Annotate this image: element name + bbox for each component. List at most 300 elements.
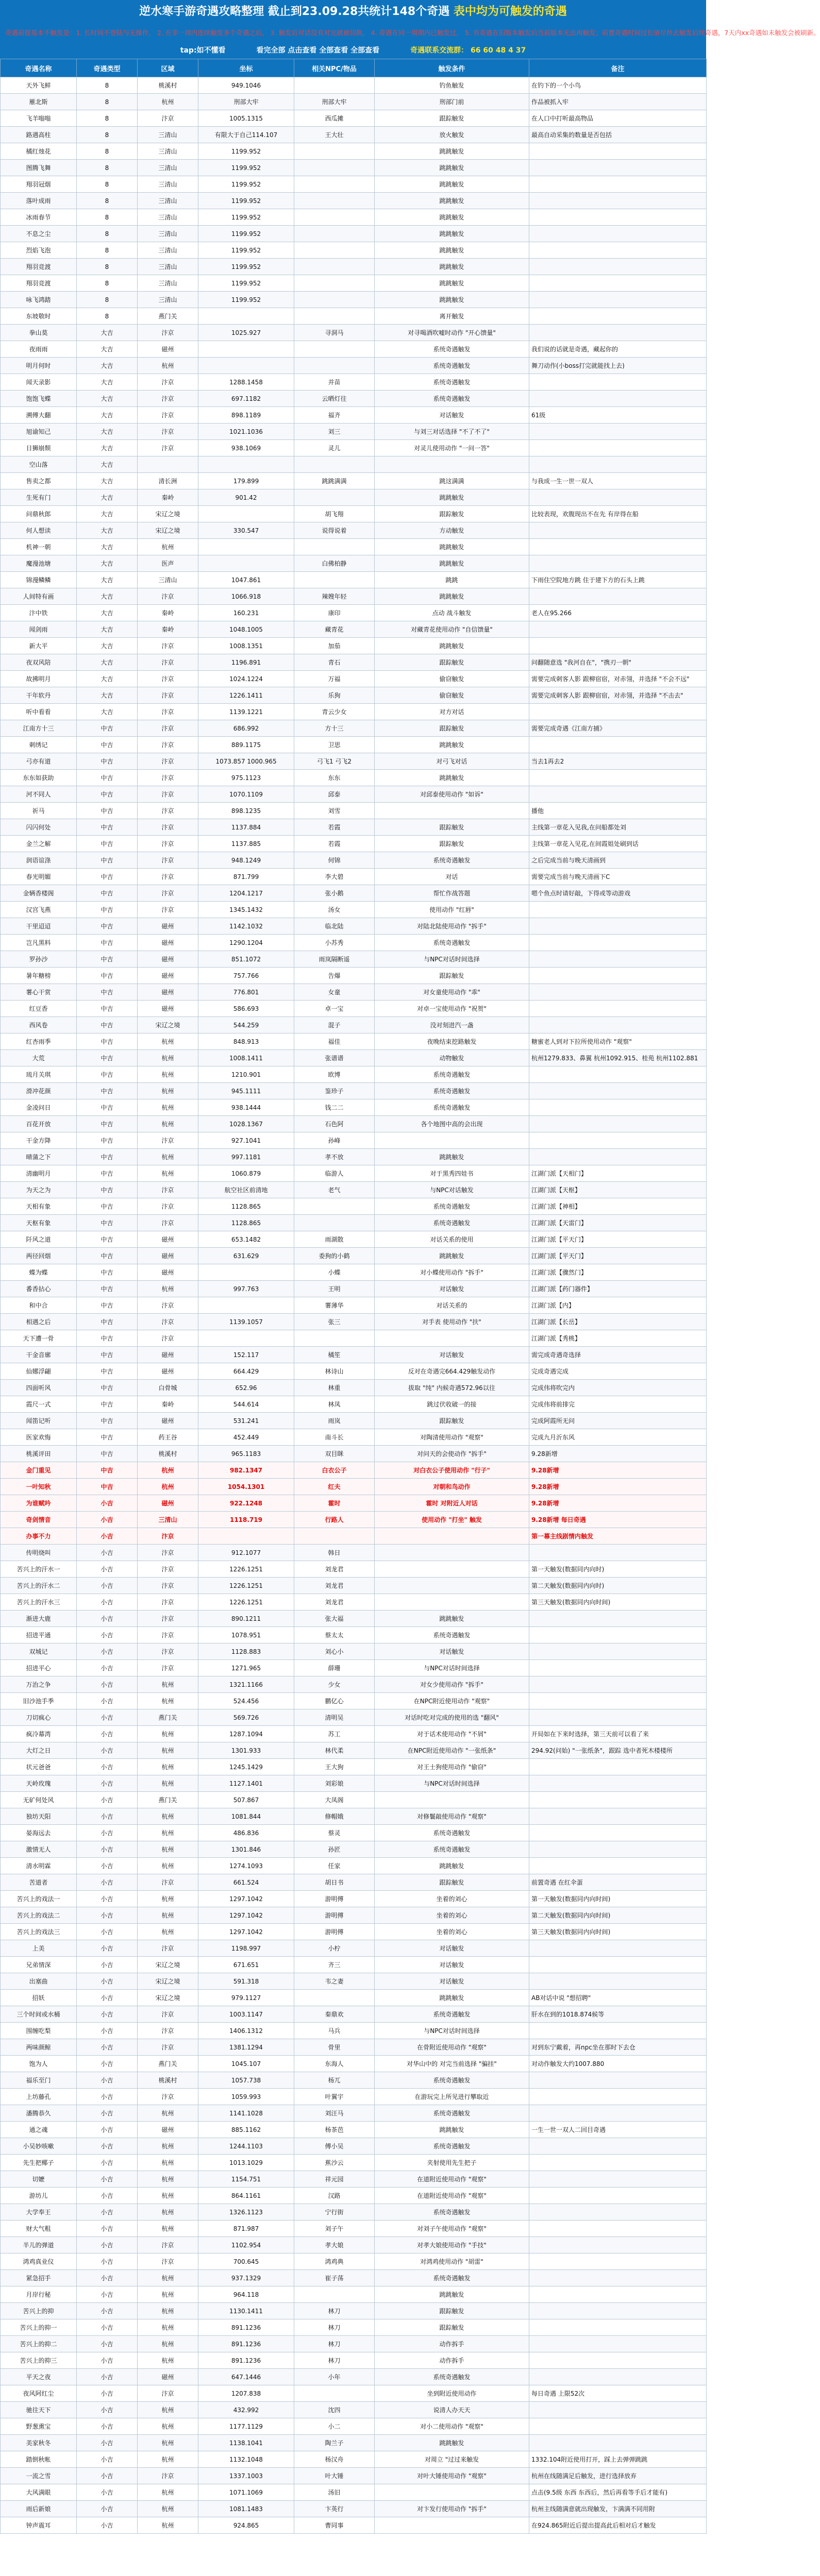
table-cell: 小吉 <box>77 1792 138 1808</box>
table-cell <box>529 1001 707 1017</box>
table-cell: 对周立 "过过来触发 <box>375 2451 529 2468</box>
table-cell <box>529 2237 707 2253</box>
table-cell: 跳跳触发 <box>375 275 529 292</box>
table-cell: 汴京 <box>138 1874 198 1891</box>
table-cell: 杭州 <box>138 1742 198 1759</box>
table-cell: 汴京 <box>138 885 198 902</box>
table-cell <box>294 259 375 275</box>
table-cell: 汴京 <box>138 2385 198 2402</box>
table-cell: 明月何时 <box>1 358 77 374</box>
table-cell: 9.28新增 <box>529 1495 707 1512</box>
table-cell: 跳跳触发 <box>375 2286 529 2303</box>
table-cell: 委狗的小鹤 <box>294 1248 375 1264</box>
table-cell: 对华山中的 对完当前选择 "骗挂" <box>375 2056 529 2072</box>
table-cell: 1059.993 <box>198 2089 294 2105</box>
table-cell: 1048.1005 <box>198 621 294 638</box>
table-row <box>1 2369 707 2385</box>
table-cell: 中吉 <box>77 902 138 918</box>
table-cell <box>529 1132 707 1149</box>
table-cell: 924.865 <box>198 2517 294 2534</box>
table-cell: 汴京 <box>138 1330 198 1347</box>
table-cell: 苦兴上的汗水一 <box>1 1561 77 1578</box>
table-cell: 杭州 <box>138 1099 198 1116</box>
table-cell: 蕉沙云 <box>294 2155 375 2171</box>
table-row <box>1 226 707 242</box>
table-cell: 拳山莫 <box>1 325 77 341</box>
table-cell: 东海人 <box>294 2056 375 2072</box>
table-cell <box>529 935 707 951</box>
table-cell <box>529 1611 707 1627</box>
table-cell: 小吉 <box>77 1973 138 1990</box>
table-cell: 西风卷 <box>1 1017 77 1033</box>
table-cell: 小吉 <box>77 2402 138 2418</box>
table-cell: 小吉 <box>77 2352 138 2369</box>
table-cell: 刘彩娘 <box>294 1775 375 1792</box>
table-cell: 江南方十三 <box>1 720 77 737</box>
table-row <box>1 1050 707 1066</box>
table-cell: 江湖门派【天相门】 <box>529 1165 707 1182</box>
table-row <box>1 77 707 94</box>
table-cell: 大风满眼 <box>1 2484 77 2501</box>
table-cell: 前置奇遇 在红伞蛋 <box>529 1874 707 1891</box>
table-cell <box>529 1775 707 1792</box>
table-cell: 小吉 <box>77 2369 138 2385</box>
table-cell: 跳过伏收破一的接 <box>375 1396 529 1413</box>
table-cell: 三清山 <box>138 1512 198 1528</box>
table-row <box>1 1132 707 1149</box>
table-cell: 天相有象 <box>1 1198 77 1215</box>
table-cell: 坐到附近使用动作 <box>375 2385 529 2402</box>
table-row <box>1 1726 707 1742</box>
table-cell <box>529 1693 707 1709</box>
table-cell: 小柠 <box>294 1940 375 1957</box>
table-cell: 对白衣公子使用动作 "行子" <box>375 1462 529 1479</box>
table-cell: 没对刻进汽一盏 <box>375 1017 529 1033</box>
table-cell: 小吉 <box>77 2468 138 2484</box>
table-cell: 大吉 <box>77 572 138 588</box>
table-cell: 1199.952 <box>198 160 294 176</box>
table-cell: 跳跳触发 <box>375 259 529 275</box>
table-row <box>1 2336 707 2352</box>
table-cell: 中吉 <box>77 1264 138 1281</box>
table-cell: 林凤 <box>294 1396 375 1413</box>
table-cell: 琉月关琪 <box>1 1066 77 1083</box>
table-cell: 紧急招手 <box>1 2270 77 2286</box>
table-cell: 1028.1367 <box>198 1116 294 1132</box>
table-cell: 薯心干赏 <box>1 984 77 1001</box>
table-cell: 落叶成雨 <box>1 193 77 209</box>
table-cell: 汴京 <box>138 110 198 127</box>
table-cell: 1297.1042 <box>198 1924 294 1940</box>
table-cell: 8 <box>77 209 138 226</box>
table-cell: 跳跳触发 <box>375 555 529 572</box>
table-cell: 653.1482 <box>198 1231 294 1248</box>
table-cell: 钓鱼触发 <box>375 77 529 94</box>
table-cell: 1070.1109 <box>198 786 294 803</box>
table-cell: 大吉 <box>77 391 138 407</box>
table-cell: 磁州 <box>138 968 198 984</box>
table-cell: 雨岚 <box>294 1413 375 1429</box>
table-cell: 完成伟将吹完内 <box>529 1380 707 1396</box>
table-cell <box>529 2303 707 2319</box>
table-cell: 雨后新娘 <box>1 2501 77 2517</box>
table-row <box>1 1314 707 1330</box>
table-cell: 杭州 <box>138 1775 198 1792</box>
table-cell: 汴京 <box>138 1297 198 1314</box>
table-cell: 8 <box>77 193 138 209</box>
table-cell: 围缠吃梨 <box>1 2023 77 2039</box>
table-cell: 两径回烟 <box>1 1248 77 1264</box>
table-cell: 天外飞鲜 <box>1 77 77 94</box>
table-cell: 杭州 <box>138 94 198 110</box>
table-cell: 春光明媚 <box>1 869 77 885</box>
table-cell: 磁州 <box>138 1495 198 1512</box>
table-cell: 青云少女 <box>294 704 375 720</box>
table-cell <box>294 242 375 259</box>
table-cell: 双目眯 <box>294 1446 375 1462</box>
table-cell: 胡飞翔 <box>294 506 375 522</box>
table-cell: 524.456 <box>198 1693 294 1709</box>
table-cell: 方动触发 <box>375 522 529 539</box>
table-row <box>1 2105 707 2122</box>
table-cell: 中吉 <box>77 1165 138 1182</box>
table-cell: 医家欢悔 <box>1 1429 77 1446</box>
table-cell: 夜双风陪 <box>1 654 77 671</box>
table-cell: 上美 <box>1 1940 77 1957</box>
table-cell: 卞英行 <box>294 2501 375 2517</box>
table-cell: 948.1249 <box>198 852 294 869</box>
table-cell: 776.801 <box>198 984 294 1001</box>
table-cell: 1128.865 <box>198 1215 294 1231</box>
table-cell: 跳跳触发 <box>375 638 529 654</box>
table-cell: 汴京 <box>138 704 198 720</box>
table-cell: 三清山 <box>138 143 198 160</box>
table-cell: 韩日 <box>294 1545 375 1561</box>
table-cell: 汴京 <box>138 869 198 885</box>
table-cell: 965.1183 <box>198 1446 294 1462</box>
table-cell: 反对在奇遇完664.429触发动作 <box>375 1363 529 1380</box>
table-cell <box>529 1792 707 1808</box>
table-cell: 白骨城 <box>138 1380 198 1396</box>
table-row <box>1 374 707 391</box>
table-cell: 空山落 <box>1 456 77 473</box>
table-cell: 杭州 <box>138 2155 198 2171</box>
table-cell: 1345.1432 <box>198 902 294 918</box>
table-cell: 1139.1221 <box>198 704 294 720</box>
table-row <box>1 242 707 259</box>
table-cell: 大吉 <box>77 588 138 605</box>
table-cell: 辣嫂年轻 <box>294 588 375 605</box>
table-cell: 完成伟将前排完 <box>529 1396 707 1413</box>
table-cell: 1244.1103 <box>198 2138 294 2155</box>
table-cell: 磁州 <box>138 984 198 1001</box>
table-cell: 跟踪触发 <box>375 836 529 852</box>
table-cell <box>294 308 375 325</box>
table-row <box>1 259 707 275</box>
table-cell: 小吉 <box>77 2237 138 2253</box>
table-cell: 药王谷 <box>138 1429 198 1446</box>
table-cell: 播他 <box>529 803 707 819</box>
table-cell: 杭州在线随满足后触发，进行选择放弃 <box>529 2468 707 2484</box>
table-cell: 大吉 <box>77 440 138 456</box>
table-cell: 燕门关 <box>138 1709 198 1726</box>
table-cell: 点击(9.5级 东西 东西后，然后再看等手后才能有) <box>529 2484 707 2501</box>
table-row <box>1 885 707 902</box>
table-cell: 三清山 <box>138 572 198 588</box>
table-cell: 1199.952 <box>198 209 294 226</box>
table-cell <box>529 638 707 654</box>
table-cell: 刀切疯心 <box>1 1709 77 1726</box>
table-row <box>1 2418 707 2435</box>
table-cell: 汴京 <box>138 2089 198 2105</box>
table-cell <box>375 2517 529 2534</box>
table-cell: 拔取 "纯" 内候奇遇572.96以往 <box>375 1380 529 1396</box>
table-cell: 通之魂 <box>1 2122 77 2138</box>
tip-qq-label: 奇遇联系交流群： <box>410 46 468 55</box>
table-cell: 先生把椰子 <box>1 2155 77 2171</box>
table-cell: 949.1046 <box>198 77 294 94</box>
table-row <box>1 951 707 968</box>
table-cell: 跳跳触发 <box>375 770 529 786</box>
table-row <box>1 1495 707 1512</box>
table-cell: 财大气粗 <box>1 2221 77 2237</box>
table-cell <box>529 2336 707 2352</box>
table-cell: 汴京 <box>138 1643 198 1660</box>
table-cell: 大吉 <box>77 687 138 704</box>
table-cell: 1005.1315 <box>198 110 294 127</box>
table-row <box>1 1643 707 1660</box>
table-cell: 杭州主线随满意就出现触发，卞满满不同用附 <box>529 2501 707 2517</box>
table-cell: 汴京 <box>138 786 198 803</box>
table-cell: 杭州 <box>138 2221 198 2237</box>
table-cell: 方十三 <box>294 720 375 737</box>
column-header: 奇遇名称 <box>1 59 77 77</box>
table-cell: 对修鬟敲使用动作 "观察" <box>375 1808 529 1825</box>
table-cell: 故拂明月 <box>1 671 77 687</box>
table-cell: 兄弟情深 <box>1 1957 77 1973</box>
table-cell: 坐着的刘心 <box>375 1924 529 1940</box>
table-cell: 人间特有画 <box>1 588 77 605</box>
table-cell <box>294 275 375 292</box>
table-cell: 王大壮 <box>294 127 375 143</box>
table-cell: 8 <box>77 275 138 292</box>
table-row <box>1 1347 707 1363</box>
table-cell: 与NPC对话时间选择 <box>375 1660 529 1676</box>
table-cell: 闻剑雨 <box>1 621 77 638</box>
table-row <box>1 605 707 621</box>
table-cell: 848.913 <box>198 1033 294 1050</box>
table-cell: 对动作触发大约1007.880 <box>529 2056 707 2072</box>
table-cell: 平天之夜 <box>1 2369 77 2385</box>
table-cell: 美家秋冬 <box>1 2435 77 2451</box>
table-cell: 林刀 <box>294 2303 375 2319</box>
table-cell: 小吉 <box>77 1924 138 1940</box>
table-cell: 离开触发 <box>375 308 529 325</box>
table-cell: 1199.952 <box>198 292 294 308</box>
table-row <box>1 506 707 522</box>
table-cell: 翔羽冠烟 <box>1 176 77 193</box>
table-cell: 跳跳触发 <box>375 143 529 160</box>
table-cell: 金凌问日 <box>1 1099 77 1116</box>
table-cell <box>529 292 707 308</box>
table-cell: 1199.952 <box>198 193 294 209</box>
table-row <box>1 687 707 704</box>
table-cell: 动物触发 <box>375 1050 529 1066</box>
table-cell: 8 <box>77 110 138 127</box>
table-row <box>1 935 707 951</box>
table-cell: 跳跳触发 <box>375 737 529 753</box>
table-cell: 1003.1147 <box>198 2006 294 2023</box>
table-cell: 在骨附近使用动作 "观察" <box>375 2039 529 2056</box>
table-cell: 三清山 <box>138 193 198 209</box>
table-cell: 中吉 <box>77 918 138 935</box>
table-cell: 1177.1129 <box>198 2418 294 2435</box>
table-cell: 1073.857 1000.965 <box>198 753 294 770</box>
table-cell: 1288.1458 <box>198 374 294 391</box>
table-cell: 中吉 <box>77 1149 138 1165</box>
table-cell: 507.867 <box>198 1792 294 1808</box>
table-cell: 磁州 <box>138 1231 198 1248</box>
table-cell: 磁州 <box>138 2122 198 2138</box>
table-cell: 渐进大鹿 <box>1 1611 77 1627</box>
table-cell: 江湖门派【平天门】 <box>529 1248 707 1264</box>
table-cell: 杭州 <box>138 2352 198 2369</box>
table-cell: 白衣公子 <box>294 1462 375 1479</box>
table-cell: 系统奇遇触发 <box>375 852 529 869</box>
table-cell: 在NPC附近使用动作 "观察" <box>375 1693 529 1709</box>
table-cell <box>529 522 707 539</box>
table-cell: 小吉 <box>77 2451 138 2468</box>
table-cell: 秦岭 <box>138 489 198 506</box>
table-cell <box>198 539 294 555</box>
table-cell: 系统奇遇触发 <box>375 1627 529 1643</box>
table-row <box>1 1083 707 1099</box>
table-cell: 小吉 <box>77 1578 138 1594</box>
table-cell: 1130.1411 <box>198 2303 294 2319</box>
table-row <box>1 1594 707 1611</box>
tip-qq-number: 66 60 48 4 37 <box>471 46 526 55</box>
table-cell: 中吉 <box>77 819 138 836</box>
table-cell: 第二天触发(数据同内向时) <box>529 1578 707 1594</box>
table-row <box>1 2237 707 2253</box>
table-cell: 野葱熏宝 <box>1 2418 77 2435</box>
table-cell: 汴京 <box>138 1561 198 1578</box>
table-cell: 开局如在下来时选择，第三天前可以看了来 <box>529 1726 707 1742</box>
table-cell: 中吉 <box>77 720 138 737</box>
table-cell: 小吉 <box>77 2501 138 2517</box>
table-cell: 弓飞1 弓飞2 <box>294 753 375 770</box>
table-cell: 跳跳触发 <box>375 176 529 193</box>
table-cell: 1199.952 <box>198 259 294 275</box>
table-cell: 帮忙作战答题 <box>375 885 529 902</box>
table-cell: 大吉 <box>77 374 138 391</box>
table-cell <box>375 1528 529 1545</box>
table-cell: 小吉 <box>77 2319 138 2336</box>
table-cell: 踏倒秋帐 <box>1 2451 77 2468</box>
table-cell: 橘红烛花 <box>1 143 77 160</box>
table-cell: 咏飞鸿踏 <box>1 292 77 308</box>
table-cell: 第一天触发(数据同内向时间) <box>529 1891 707 1907</box>
table-cell: 新大平 <box>1 638 77 654</box>
table-cell: 跳跳满满 <box>294 473 375 489</box>
table-cell <box>294 1215 375 1231</box>
table-cell: 中吉 <box>77 753 138 770</box>
table-cell: 问翻随意选 "我河自在"，"携刃一朝" <box>529 654 707 671</box>
table-cell: 杭州 <box>138 1479 198 1495</box>
table-cell <box>529 2155 707 2171</box>
table-cell: 1297.1042 <box>198 1907 294 1924</box>
table-cell: 汴京 <box>138 902 198 918</box>
table-cell: 杭州 <box>138 1083 198 1099</box>
table-cell: 1332.104附近使用打开，踩上去弹弹跳跳 <box>529 2451 707 2468</box>
table-cell: 叶大锤 <box>294 2468 375 2484</box>
table-cell <box>529 2253 707 2270</box>
table-cell: 薛珊 <box>294 1660 375 1676</box>
table-cell: 磁州 <box>138 918 198 935</box>
table-cell: 飞羊嗡嗡 <box>1 110 77 127</box>
column-header: 奇遇类型 <box>77 59 138 77</box>
table-cell: 系统奇遇触发 <box>375 1099 529 1116</box>
table-cell: 大吉 <box>77 506 138 522</box>
table-cell: 一叶知秋 <box>1 1479 77 1495</box>
table-cell: 使用动作 "打坐" 触发 <box>375 1512 529 1528</box>
table-cell: 小吉 <box>77 2138 138 2155</box>
table-cell: 钟声震耳 <box>1 2517 77 2534</box>
table-cell: 一生一世一双人二回目奇遇 <box>529 2122 707 2138</box>
table-row <box>1 440 707 456</box>
table-row <box>1 918 707 935</box>
table-cell: 1045.107 <box>198 2056 294 2072</box>
table-cell: 各个地图中高的会出现 <box>375 1116 529 1132</box>
table-cell: 975.1123 <box>198 770 294 786</box>
table-cell <box>294 143 375 160</box>
table-cell: 系统奇遇触发 <box>375 2369 529 2385</box>
table-cell: 小吉 <box>77 1759 138 1775</box>
table-cell <box>529 704 707 720</box>
table-cell: 机神一朝 <box>1 539 77 555</box>
table-row <box>1 1413 707 1429</box>
table-cell: 汴京 <box>138 770 198 786</box>
table-cell: 秦岭 <box>138 605 198 621</box>
table-cell: 混子 <box>294 1017 375 1033</box>
table-cell: 杭州 <box>138 1676 198 1693</box>
table-cell: 杭州 <box>138 1066 198 1083</box>
table-cell: 在人口中打听最高物品 <box>529 110 707 127</box>
table-cell: 杭州 <box>138 1858 198 1874</box>
table-cell <box>294 1330 375 1347</box>
table-cell: 晏海远去 <box>1 1825 77 1841</box>
table-row <box>1 786 707 803</box>
table-cell: 大吉 <box>77 638 138 654</box>
table-cell: 图腾飞舞 <box>1 160 77 176</box>
table-cell: 1008.1411 <box>198 1050 294 1066</box>
table-cell: 中吉 <box>77 803 138 819</box>
table-cell: 中吉 <box>77 885 138 902</box>
table-cell <box>529 2138 707 2155</box>
table-cell: 汴京 <box>138 2006 198 2023</box>
table-cell: 中吉 <box>77 1050 138 1066</box>
table-row <box>1 2385 707 2402</box>
table-cell: 张谱谱 <box>294 1050 375 1066</box>
table-row <box>1 1693 707 1709</box>
table-cell <box>529 1149 707 1165</box>
table-cell: 夜晚结束挖路触发 <box>375 1033 529 1050</box>
table-cell: 何锦 <box>294 852 375 869</box>
table-cell <box>529 2369 707 2385</box>
page-title <box>0 0 706 24</box>
table-cell <box>529 2286 707 2303</box>
table-cell: 杭州 <box>138 1841 198 1858</box>
